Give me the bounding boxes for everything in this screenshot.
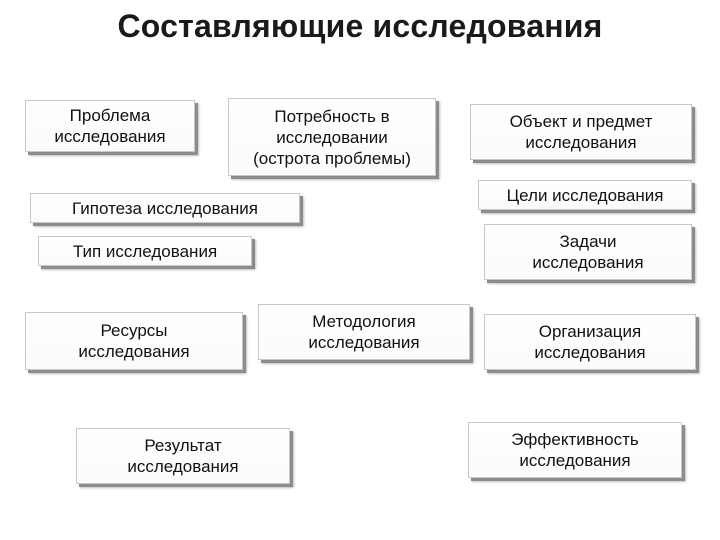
tasks-label: Задачи исследования	[532, 232, 644, 272]
effectiveness-label: Эффективность исследования	[511, 430, 639, 470]
problem-label: Проблема исследования	[54, 106, 166, 146]
resources-box	[25, 312, 243, 370]
result-label: Результат исследования	[127, 436, 239, 476]
methodology-label: Методология исследования	[308, 312, 420, 352]
type-label: Тип исследования	[72, 241, 218, 261]
effectiveness-box	[468, 422, 682, 478]
organization-box	[484, 314, 696, 370]
hypothesis-box	[30, 193, 300, 223]
object-subject-box	[470, 104, 692, 160]
tasks-box	[484, 224, 692, 280]
hypothesis-label: Гипотеза исследования	[72, 198, 258, 218]
resources-label: Ресурсы исследования	[78, 321, 190, 361]
result-box	[76, 428, 290, 484]
need-label: Потребность в исследовании (острота проблемы)	[253, 106, 411, 168]
problem-box	[25, 100, 195, 152]
methodology-box	[258, 304, 470, 360]
object-subject-label: Объект и предмет исследования	[509, 112, 653, 152]
slide-title: Составляющие исследования	[117, 8, 603, 44]
goals-label: Цели исследования	[506, 185, 664, 205]
type-box	[38, 236, 252, 266]
goals-box	[478, 180, 692, 210]
need-box	[228, 98, 436, 176]
organization-label: Организация исследования	[534, 322, 646, 362]
